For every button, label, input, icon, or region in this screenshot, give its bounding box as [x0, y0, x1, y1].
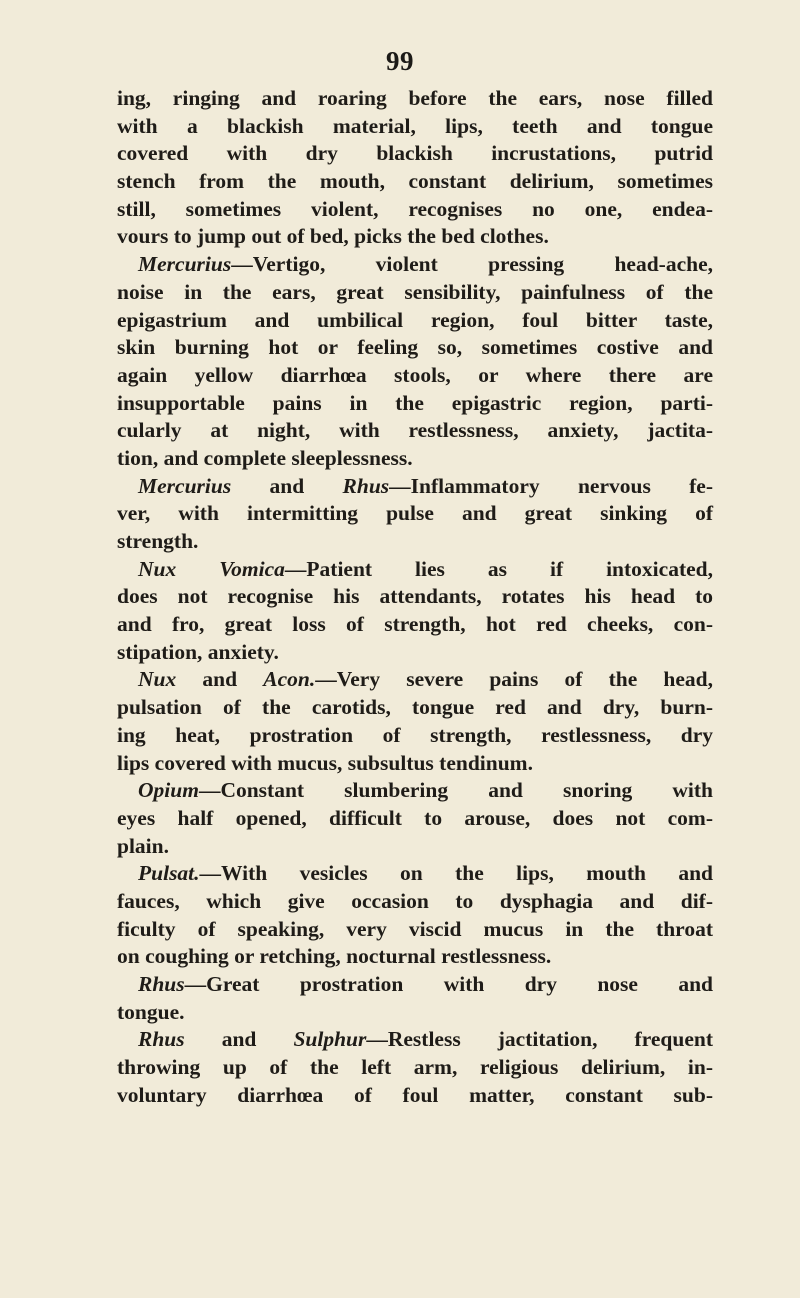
text-segment: —Inflammatory nervous fe- [389, 473, 713, 498]
text-line [117, 279, 713, 307]
text-line [117, 916, 713, 944]
text-line [117, 556, 713, 584]
text-line [117, 583, 713, 611]
text-line [117, 888, 713, 916]
text-line [117, 1054, 713, 1082]
remedy-name: Mercurius [138, 252, 232, 277]
text-segment: with a blackish material, lips, teeth and tongue [117, 113, 713, 138]
text-segment: and [184, 1027, 294, 1052]
remedy-name: Pulsat. [138, 861, 200, 886]
text-line [117, 750, 713, 778]
text-line [117, 168, 713, 196]
text-segment: tion, and complete sleeplessness. [117, 445, 413, 470]
text-segment: —Vertigo, violent pressing head-ache, [231, 252, 713, 277]
text-segment: plain. [117, 833, 169, 858]
text-segment: lips covered with mucus, subsultus tendinum. [117, 750, 533, 775]
text-segment: ing, ringing and roaring before the ears, nose filled [117, 86, 713, 110]
remedy-name: Rhus [342, 473, 390, 498]
text-line [117, 971, 713, 999]
text-segment: ver, with intermitting pulse and great sinking of [117, 501, 713, 526]
text-line [117, 777, 713, 805]
text-line [117, 943, 713, 971]
text-segment: —Great prostration with dry nose and [184, 972, 713, 996]
text-segment: noise in the ears, great sensibility, painfulness of the [117, 279, 713, 304]
text-segment: stench from the mouth, constant delirium, sometimes [117, 169, 713, 194]
text-line [117, 307, 713, 335]
text-segment: strength. [117, 529, 199, 553]
text-segment: on coughing or retching, nocturnal restlessness. [117, 944, 552, 969]
text-line [117, 223, 713, 251]
remedy-name: Rhus [138, 972, 185, 996]
text-segment: —Very severe pains of the head, [315, 667, 713, 692]
text-line [117, 999, 713, 1027]
text-line [117, 666, 713, 694]
remedy-name: Opium [138, 778, 199, 803]
text-segment: pulsation of the carotids, tongue red and dry, burn- [117, 695, 713, 720]
text-line [117, 196, 713, 224]
text-line [117, 860, 713, 888]
text-line [117, 445, 713, 473]
text-line [117, 805, 713, 833]
text-line [117, 113, 713, 141]
text-line [117, 417, 713, 445]
text-line [117, 362, 713, 390]
remedy-name: Sulphur [293, 1027, 367, 1052]
text-segment: skin burning hot or feeling so, sometimes costive and [117, 335, 713, 360]
text-segment: and [231, 473, 343, 498]
text-segment: ing heat, prostration of strength, restlessness, dry [117, 722, 713, 747]
page-number: 99 [386, 46, 414, 76]
text-segment: still, sometimes violent, recognises no one, endea- [117, 196, 713, 221]
text-line [117, 639, 713, 667]
text-line [117, 85, 713, 113]
remedy-name: Mercurius [138, 473, 232, 498]
text-segment: covered with dry blackish incrustations, putrid [117, 141, 713, 166]
text-segment: and [176, 667, 264, 692]
text-segment: and fro, great loss of strength, hot red cheeks, con- [117, 612, 713, 637]
text-segment: epigastrium and umbilical region, foul bitter taste, [117, 307, 713, 332]
text-line [117, 473, 713, 501]
text-segment: does not recognise his attendants, rotates his head to [117, 584, 713, 609]
text-segment: insupportable pains in the epigastric region, parti- [117, 390, 713, 415]
body-text [117, 85, 713, 1109]
text-line [117, 528, 713, 556]
text-line [117, 1082, 713, 1110]
text-segment: cularly at night, with restlessness, anxiety, jactita- [117, 418, 713, 443]
remedy-name: Nux Vomica [138, 556, 285, 581]
text-line [117, 500, 713, 528]
text-line [117, 334, 713, 362]
text-segment: stipation, anxiety. [117, 639, 279, 664]
text-segment: vours to jump out of bed, picks the bed clothes. [117, 224, 549, 249]
text-segment: —Patient lies as if intoxicated, [284, 556, 713, 581]
text-line [117, 694, 713, 722]
text-segment: —Restless jactitation, frequent [366, 1027, 713, 1052]
remedy-name: Acon. [263, 667, 316, 692]
text-line [117, 833, 713, 861]
text-segment: again yellow diarrhœa stools, or where there are [117, 362, 713, 387]
text-line [117, 251, 713, 279]
remedy-name: Rhus [138, 1027, 185, 1052]
text-segment: eyes half opened, difficult to arouse, does not com- [117, 805, 713, 830]
text-segment: —With vesicles on the lips, mouth and [199, 861, 713, 886]
text-segment: fauces, which give occasion to dysphagia and dif- [117, 888, 713, 913]
text-line [117, 611, 713, 639]
text-segment: throwing up of the left arm, religious delirium, in- [117, 1055, 713, 1080]
remedy-name: Nux [138, 667, 177, 692]
text-segment: —Constant slumbering and snoring with [198, 778, 713, 803]
text-line [117, 390, 713, 418]
text-line [117, 140, 713, 168]
text-line [117, 1026, 713, 1054]
text-segment: voluntary diarrhœa of foul matter, constant sub- [117, 1082, 713, 1107]
text-segment: tongue. [117, 999, 185, 1024]
text-segment: ficulty of speaking, very viscid mucus in the throat [117, 916, 713, 941]
text-line [117, 722, 713, 750]
